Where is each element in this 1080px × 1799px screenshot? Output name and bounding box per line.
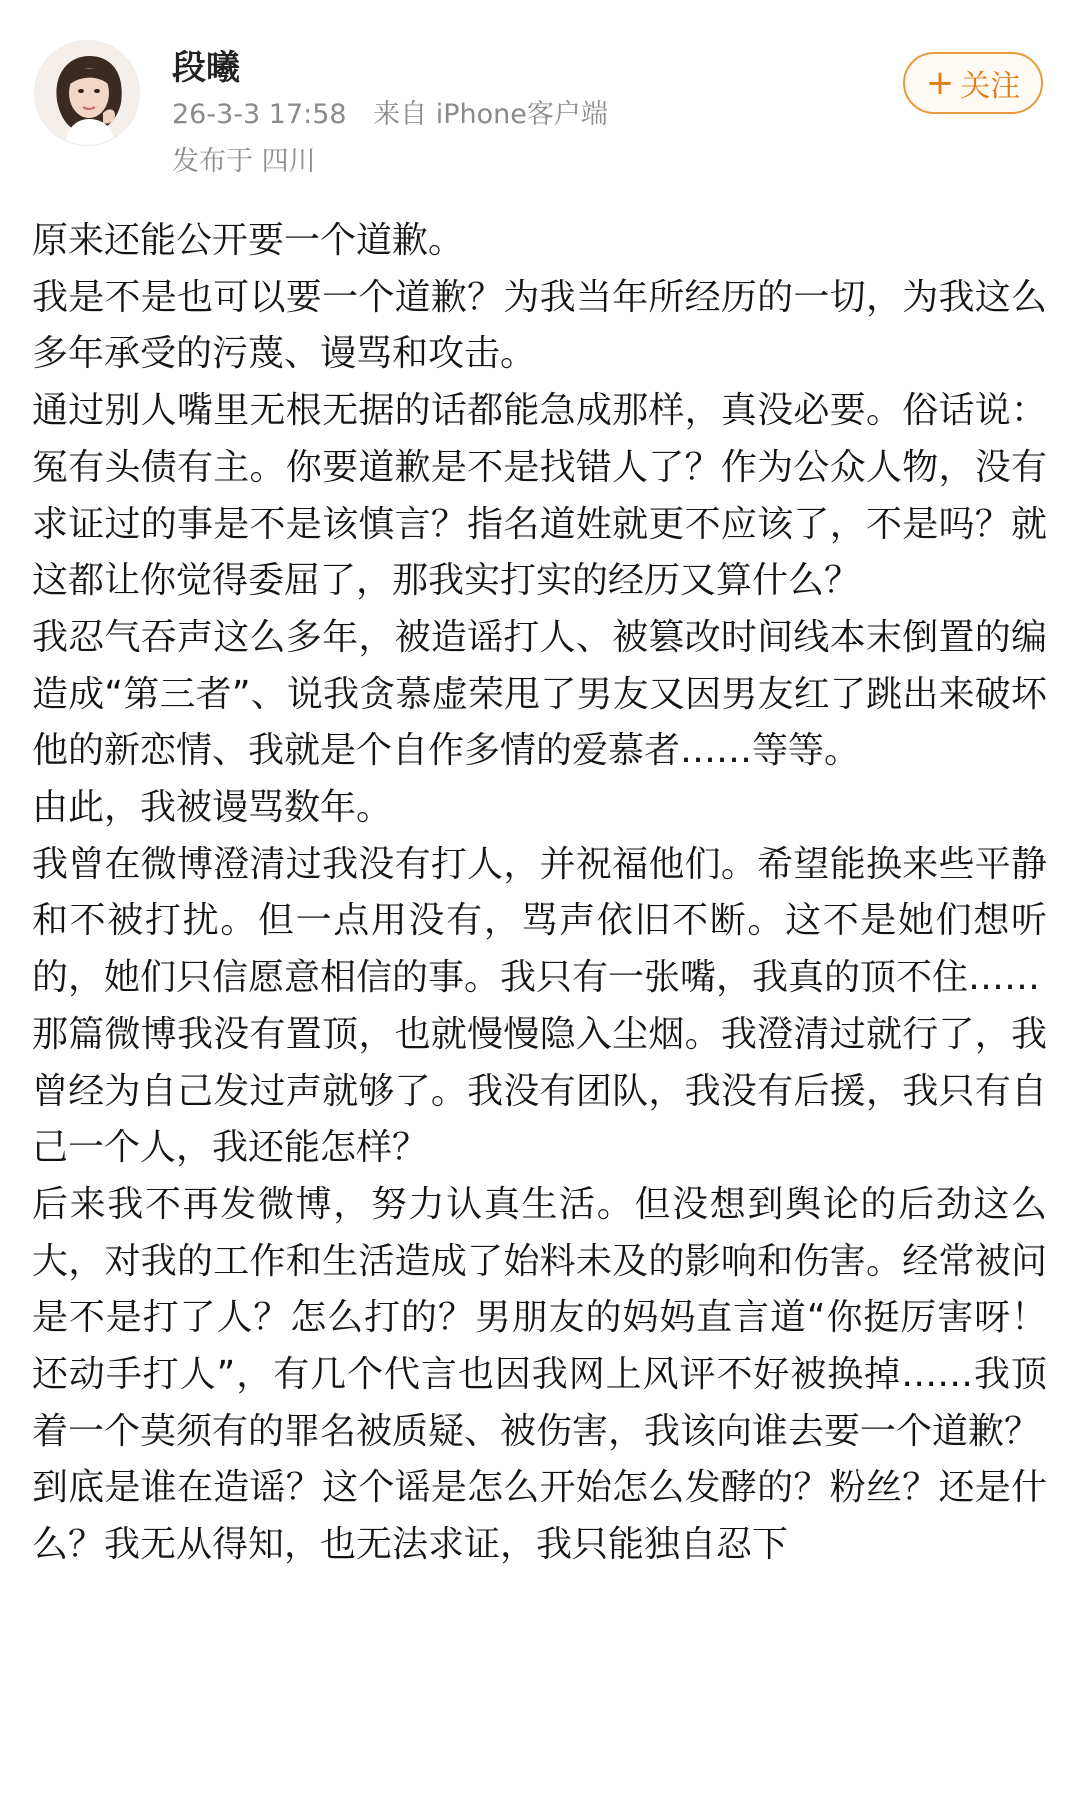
plus-icon: + xyxy=(925,63,955,103)
paragraph-9: 到底是谁在造谣？这个谣是怎么开始怎么发酵的？粉丝？还是什么？我无从得知，也无法求证，我只能独自忍下 xyxy=(32,1467,1047,1566)
paragraph-3: 通过别人嘴里无根无据的话都能急成那样，真没必要。俗话说：冤有头债有主。你要道歉是不是找错人了？作为公众人物，没有求证过的事是不是该慎言？指名道姓就更不应该了，不是吗？就这都让你觉得委屈了，那我实打实的经历又算什么？ xyxy=(32,390,1047,602)
paragraph-8: 后来我不再发微博，努力认真生活。但没想到舆论的后劲这么大，对我的工作和生活造成了始料未及的影响和伤害。经常被问是不是打了人？怎么打的？男朋友的妈妈直言道“你挺厉害呀！还动手打人”，有几个代言也因我网上风评不好被换掉……我顶着一个莫须有的罪名被质疑、被伤害，我该向谁去要一个道歉？ xyxy=(32,1183,1047,1452)
paragraph-2: 我是不是也可以要一个道歉？为我当年所经历的一切，为我这么多年承受的污蔑、谩骂和攻击。 xyxy=(32,276,1047,375)
follow-label: 关注 xyxy=(960,69,1021,104)
paragraph-5: 由此，我被谩骂数年。 xyxy=(32,787,393,829)
avatar[interactable] xyxy=(34,40,140,146)
post-time: 26-3-3 17:58 xyxy=(172,99,347,130)
paragraph-4: 我忍气吞声这么多年，被造谣打人、被篡改时间线本末倒置的编造成“第三者”、说我贪慕虚荣甩了男友又因男友红了跳出来破坏他的新恋情、我就是个自作多情的爱慕者……等等。 xyxy=(32,616,1047,772)
post-meta xyxy=(172,99,608,131)
paragraph-6: 我曾在微博澄清过我没有打人，并祝福他们。希望能换来些平静和不被打扰。但一点用没有，骂声依旧不断。这不是她们想听的，她们只信愿意相信的事。我只有一张嘴，我真的顶不住…… xyxy=(32,843,1047,999)
follow-button[interactable] xyxy=(903,52,1043,114)
avatar-image xyxy=(35,41,139,145)
post-source: 来自 iPhone客户端 xyxy=(373,99,608,130)
post-location: 发布于 四川 xyxy=(172,146,316,177)
paragraph-7: 那篇微博我没有置顶，也就慢慢隐入尘烟。我澄清过就行了，我曾经为自己发过声就够了。我没有团队，我没有后援，我只有自己一个人，我还能怎样？ xyxy=(32,1013,1047,1169)
author-name[interactable]: 段曦 xyxy=(172,48,240,88)
post-content xyxy=(32,213,1047,1574)
paragraph-1: 原来还能公开要一个道歉。 xyxy=(32,220,465,261)
post-header xyxy=(0,0,1080,190)
